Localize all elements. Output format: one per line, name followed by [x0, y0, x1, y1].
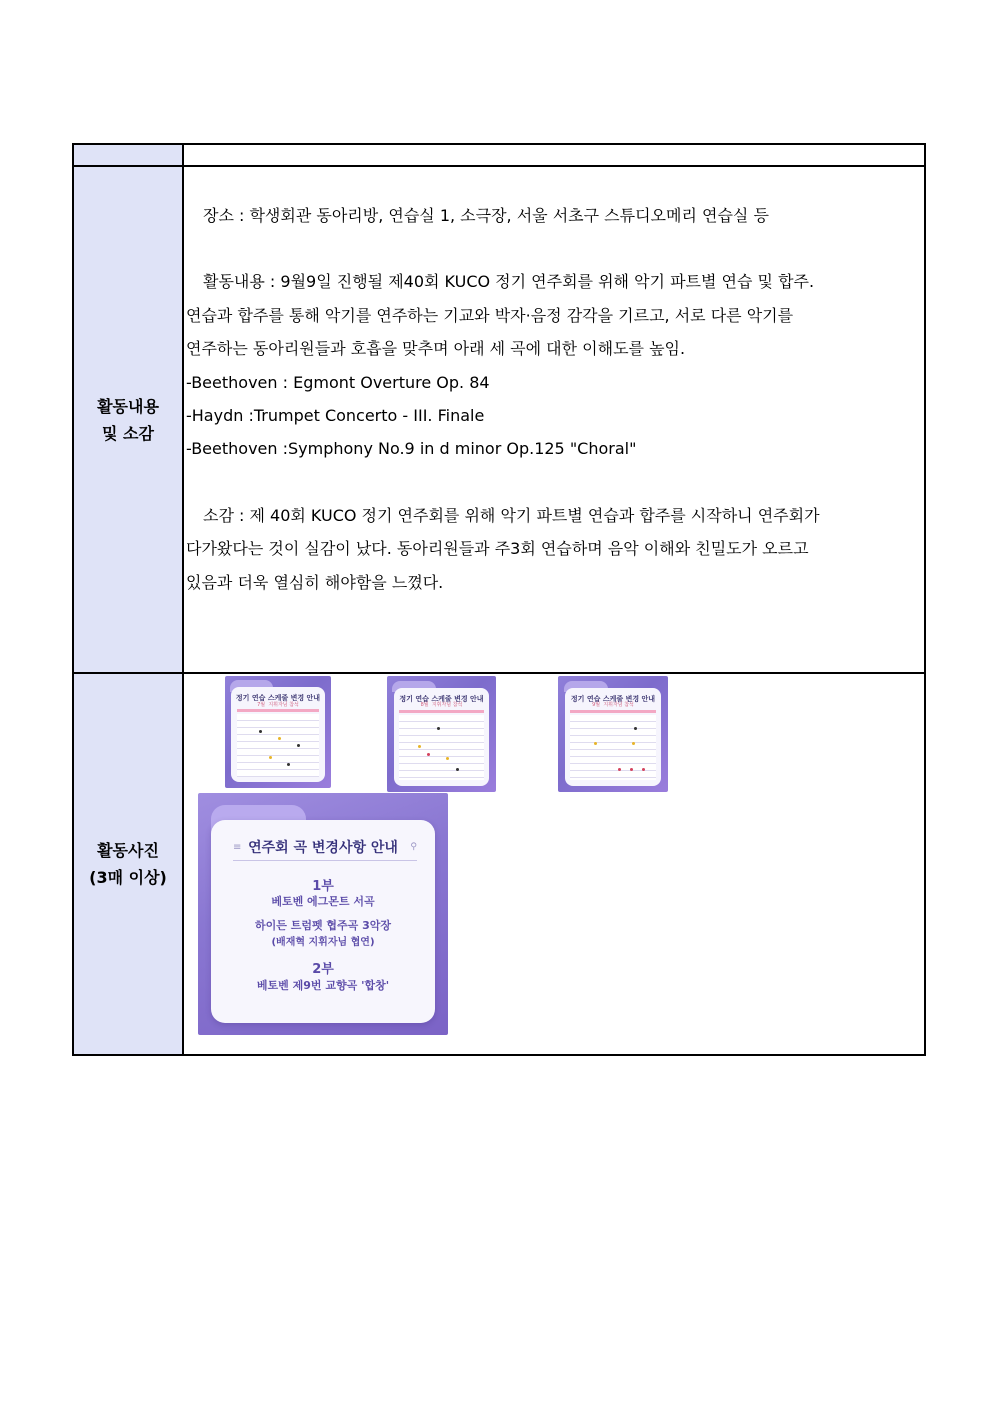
search-icon: ⚲ [410, 842, 417, 852]
activity-report-table [72, 143, 926, 1056]
schedule-image-title: 정기 연습 스케줄 변경 안내 [570, 694, 656, 703]
photos-row [73, 673, 925, 1055]
schedule-image-note: 지휘자님 참석 [268, 701, 299, 708]
place-text: 장소 : 학생회관 동아리방, 연습실 1, 소극장, 서울 서초구 스튜디오메리 연습실 등 [203, 206, 769, 225]
activity-content [184, 167, 924, 599]
activity-label-line-2: 및 소감 [102, 423, 154, 443]
notice-piece-2: 하이든 트럼펫 협주곡 3악장 [254, 919, 392, 932]
schedule-image-note: 지휘자님 참석 [431, 702, 463, 709]
schedule-image-2 [387, 676, 496, 792]
schedule-image-month: 7월 [257, 701, 266, 708]
schedule-image-title: 정기 연습 스케줄 변경 안내 [399, 694, 484, 703]
piece-3: -Beethoven :Symphony No.9 in d minor Op.125 "Choral" [186, 439, 637, 459]
notice-part-1: 1부 [312, 879, 334, 894]
header-label-cell [73, 144, 183, 166]
schedule-image-month: 8월 [420, 702, 429, 709]
photos-label-line-1: 활동사진 [97, 841, 159, 860]
activity-label-line-1: 활동내용 [97, 396, 159, 416]
activity-label-cell [73, 166, 183, 673]
impression-line-2: 다가왔다는 것이 실감이 났다. 동아리원들과 주3회 연습하며 음악 이해와 친밀도가 오르고 [186, 539, 809, 559]
notice-piece-2-note: (배재혁 지휘자님 협연) [271, 937, 375, 948]
schedule-image-1 [225, 676, 331, 788]
concert-notice-image [198, 793, 448, 1035]
schedule-image-title: 정기 연습 스케줄 변경 안내 [235, 693, 321, 702]
activity-content-cell [183, 166, 925, 673]
photos-label-cell [73, 673, 183, 1055]
schedule-image-month: 9월 [592, 702, 601, 709]
impression-line-3: 있음과 더욱 열심히 해야함을 느꼈다. [186, 572, 444, 592]
photos-label-line-2: (3매 이상) [89, 868, 167, 887]
header-value-cell [183, 144, 925, 166]
photos-content-cell [183, 673, 925, 1055]
menu-icon: ≡ [233, 842, 242, 853]
content-line-2: 연습과 합주를 통해 악기를 연주하는 기교와 박자·음정 감각을 기르고, 서로 다른 악기를 [186, 305, 794, 325]
piece-1: -Beethoven : Egmont Overture Op. 84 [186, 372, 490, 392]
notice-piece-3: 베토벤 제9번 교향곡 '합창' [256, 979, 390, 992]
content-line-1: 활동내용 : 9월9일 진행될 제40회 KUCO 정기 연주회를 위해 악기 파트별 연습 및 합주. [203, 272, 815, 292]
content-line-3: 연주하는 동아리원들과 호흡을 맞추며 아래 세 곡에 대한 이해도를 높임. [186, 339, 686, 359]
notice-title: 연주회 곡 변경사항 안내 [248, 840, 398, 856]
impression-line-1: 소감 : 제 40회 KUCO 정기 연주회를 위해 악기 파트별 연습과 합주를 시작하니 연주회가 [203, 505, 820, 525]
piece-2: -Haydn :Trumpet Concerto - III. Finale [186, 406, 485, 426]
schedule-image-3 [558, 676, 668, 792]
header-row [73, 144, 925, 166]
notice-part-2: 2부 [312, 962, 334, 977]
activity-row [73, 166, 925, 673]
notice-piece-1: 베토벤 에그몬트 서곡 [271, 895, 375, 908]
schedule-image-note: 지휘자님 참석 [603, 702, 634, 709]
